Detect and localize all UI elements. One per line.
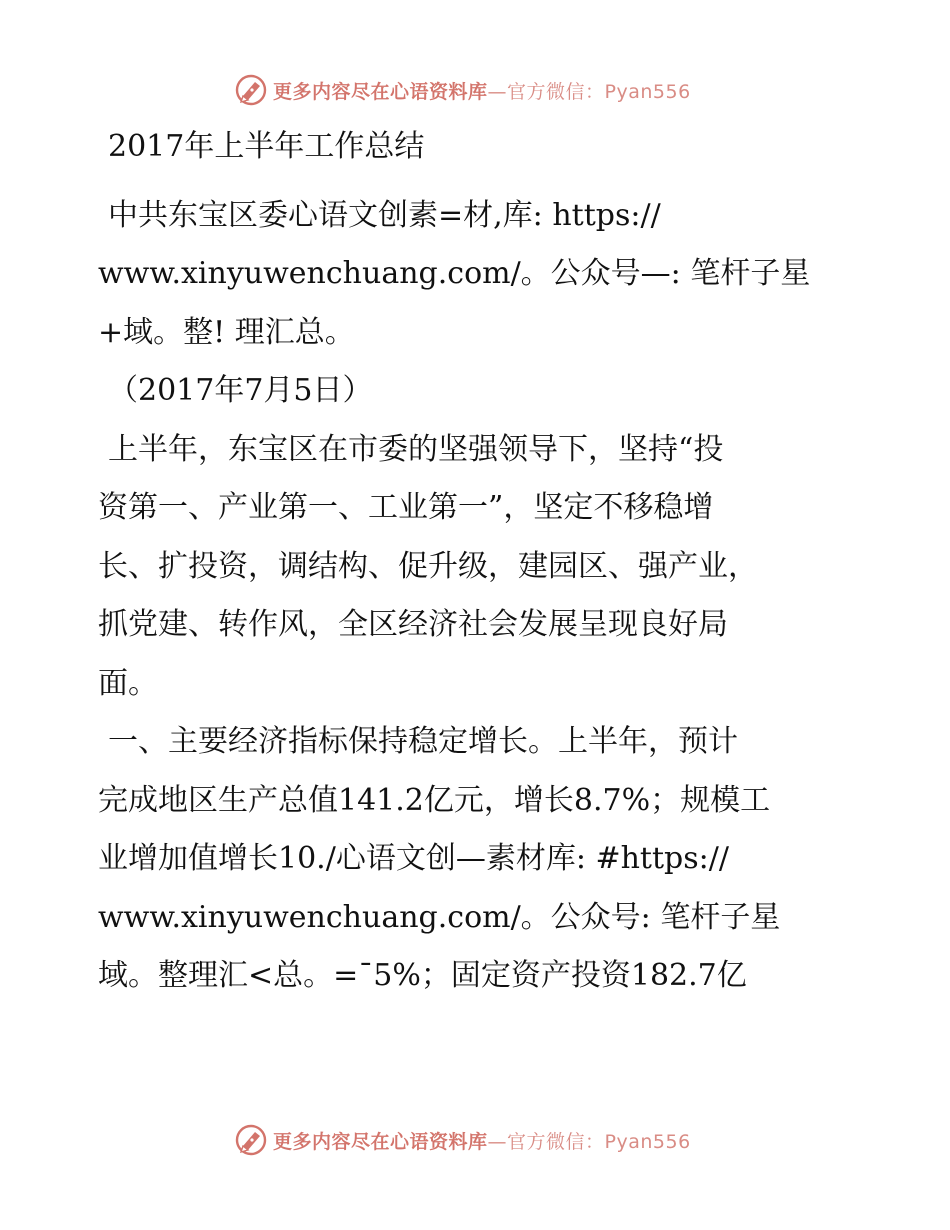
document-body — [98, 118, 858, 1006]
footer-watermark — [235, 1123, 691, 1157]
paragraph-4: 一、主要经济指标保持稳定增长。上半年，预计 完成地区生产总值141.2亿元，增长8.7%；规模工 业增加值增长10./心语文创—素材库: #https:// www.xinyuwenchuang.com/。公众号: 笔杆子星 域。整理汇<总。=¯5%；固定资产投资182.7亿 — [98, 724, 781, 993]
watermark-text-main: 更多内容尽在心语资料库 — [273, 80, 488, 103]
watermark-text-main: 更多内容尽在心语资料库 — [273, 1130, 488, 1153]
paragraph-1: 中共东宝区委心语文创素=材,库: https:// www.xinyuwenchuang.com/。公众号—: 笔杆子星 +域。整! 理汇总。 — [98, 197, 811, 350]
paragraph-3: 上半年，东宝区在市委的坚强领导下，坚持“投 资第一、产业第一、工业第一”，坚定不移稳增 长、扩投资，调结构、促升级，建园区、强产业， 抓党建、转作风，全区经济社会发展呈现良好局 面。 — [98, 431, 758, 701]
header-watermark — [235, 73, 691, 107]
paragraph-date: （2017年7月5日） — [108, 373, 373, 408]
watermark-text-contact: —官方微信：Pyan556 — [487, 1130, 691, 1153]
pen-nib-logo-icon — [235, 74, 267, 106]
watermark-text-contact: —官方微信：Pyan556 — [487, 80, 691, 103]
document-title: 2017年上半年工作总结 — [108, 129, 425, 164]
pen-nib-logo-icon — [235, 1124, 267, 1156]
